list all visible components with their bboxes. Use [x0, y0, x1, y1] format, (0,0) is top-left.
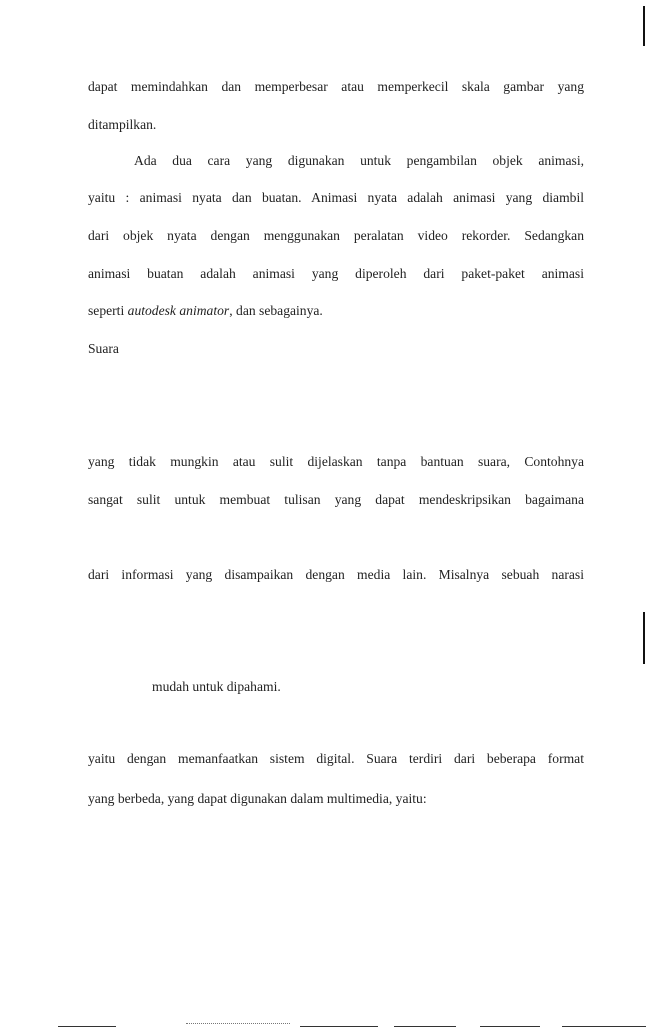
paragraph-line: dari informasi yang disampaikan dengan media lain. Misalnya sebuah narasi [88, 567, 584, 582]
paragraph-line: animasi buatan adalah animasi yang diperoleh dari paket-paket animasi [88, 266, 584, 281]
footer-rule [58, 1026, 116, 1027]
paragraph-line: yaitu dengan memanfaatkan sistem digital. Suara terdiri dari beberapa format [88, 751, 584, 766]
paragraph-line-indented: Ada dua cara yang digunakan untuk pengambilan objek animasi, [134, 153, 584, 168]
paragraph-line: dapat memindahkan dan memperbesar atau memperkecil skala gambar yang [88, 79, 584, 94]
section-heading: Suara [88, 341, 119, 356]
text-run: , dan sebagainya. [229, 303, 323, 318]
footer-rule [480, 1026, 540, 1027]
paragraph-line: sangat sulit untuk membuat tulisan yang dapat mendeskripsikan bagaimana [88, 492, 584, 507]
page-edge-mark-top [643, 6, 645, 46]
footer-rule [562, 1026, 646, 1027]
paragraph-line-indented: mudah untuk dipahami. [152, 679, 281, 694]
footer-rule [300, 1026, 378, 1027]
text-run: seperti [88, 303, 128, 318]
paragraph-line: dari objek nyata dengan menggunakan peralatan video rekorder. Sedangkan [88, 228, 584, 243]
paragraph-line: yaitu : animasi nyata dan buatan. Animasi nyata adalah animasi yang diambil [88, 190, 584, 205]
paragraph-line: yang berbeda, yang dapat digunakan dalam multimedia, yaitu: [88, 791, 427, 806]
paragraph-line: yang tidak mungkin atau sulit dijelaskan tanpa bantuan suara, Contohnya [88, 454, 584, 469]
footer-dots [186, 1023, 290, 1026]
footer-rule [394, 1026, 456, 1027]
paragraph-line: ditampilkan. [88, 117, 157, 132]
italic-term: autodesk animator [127, 303, 230, 318]
paragraph-line [88, 302, 584, 320]
page-edge-mark-middle [643, 612, 645, 664]
